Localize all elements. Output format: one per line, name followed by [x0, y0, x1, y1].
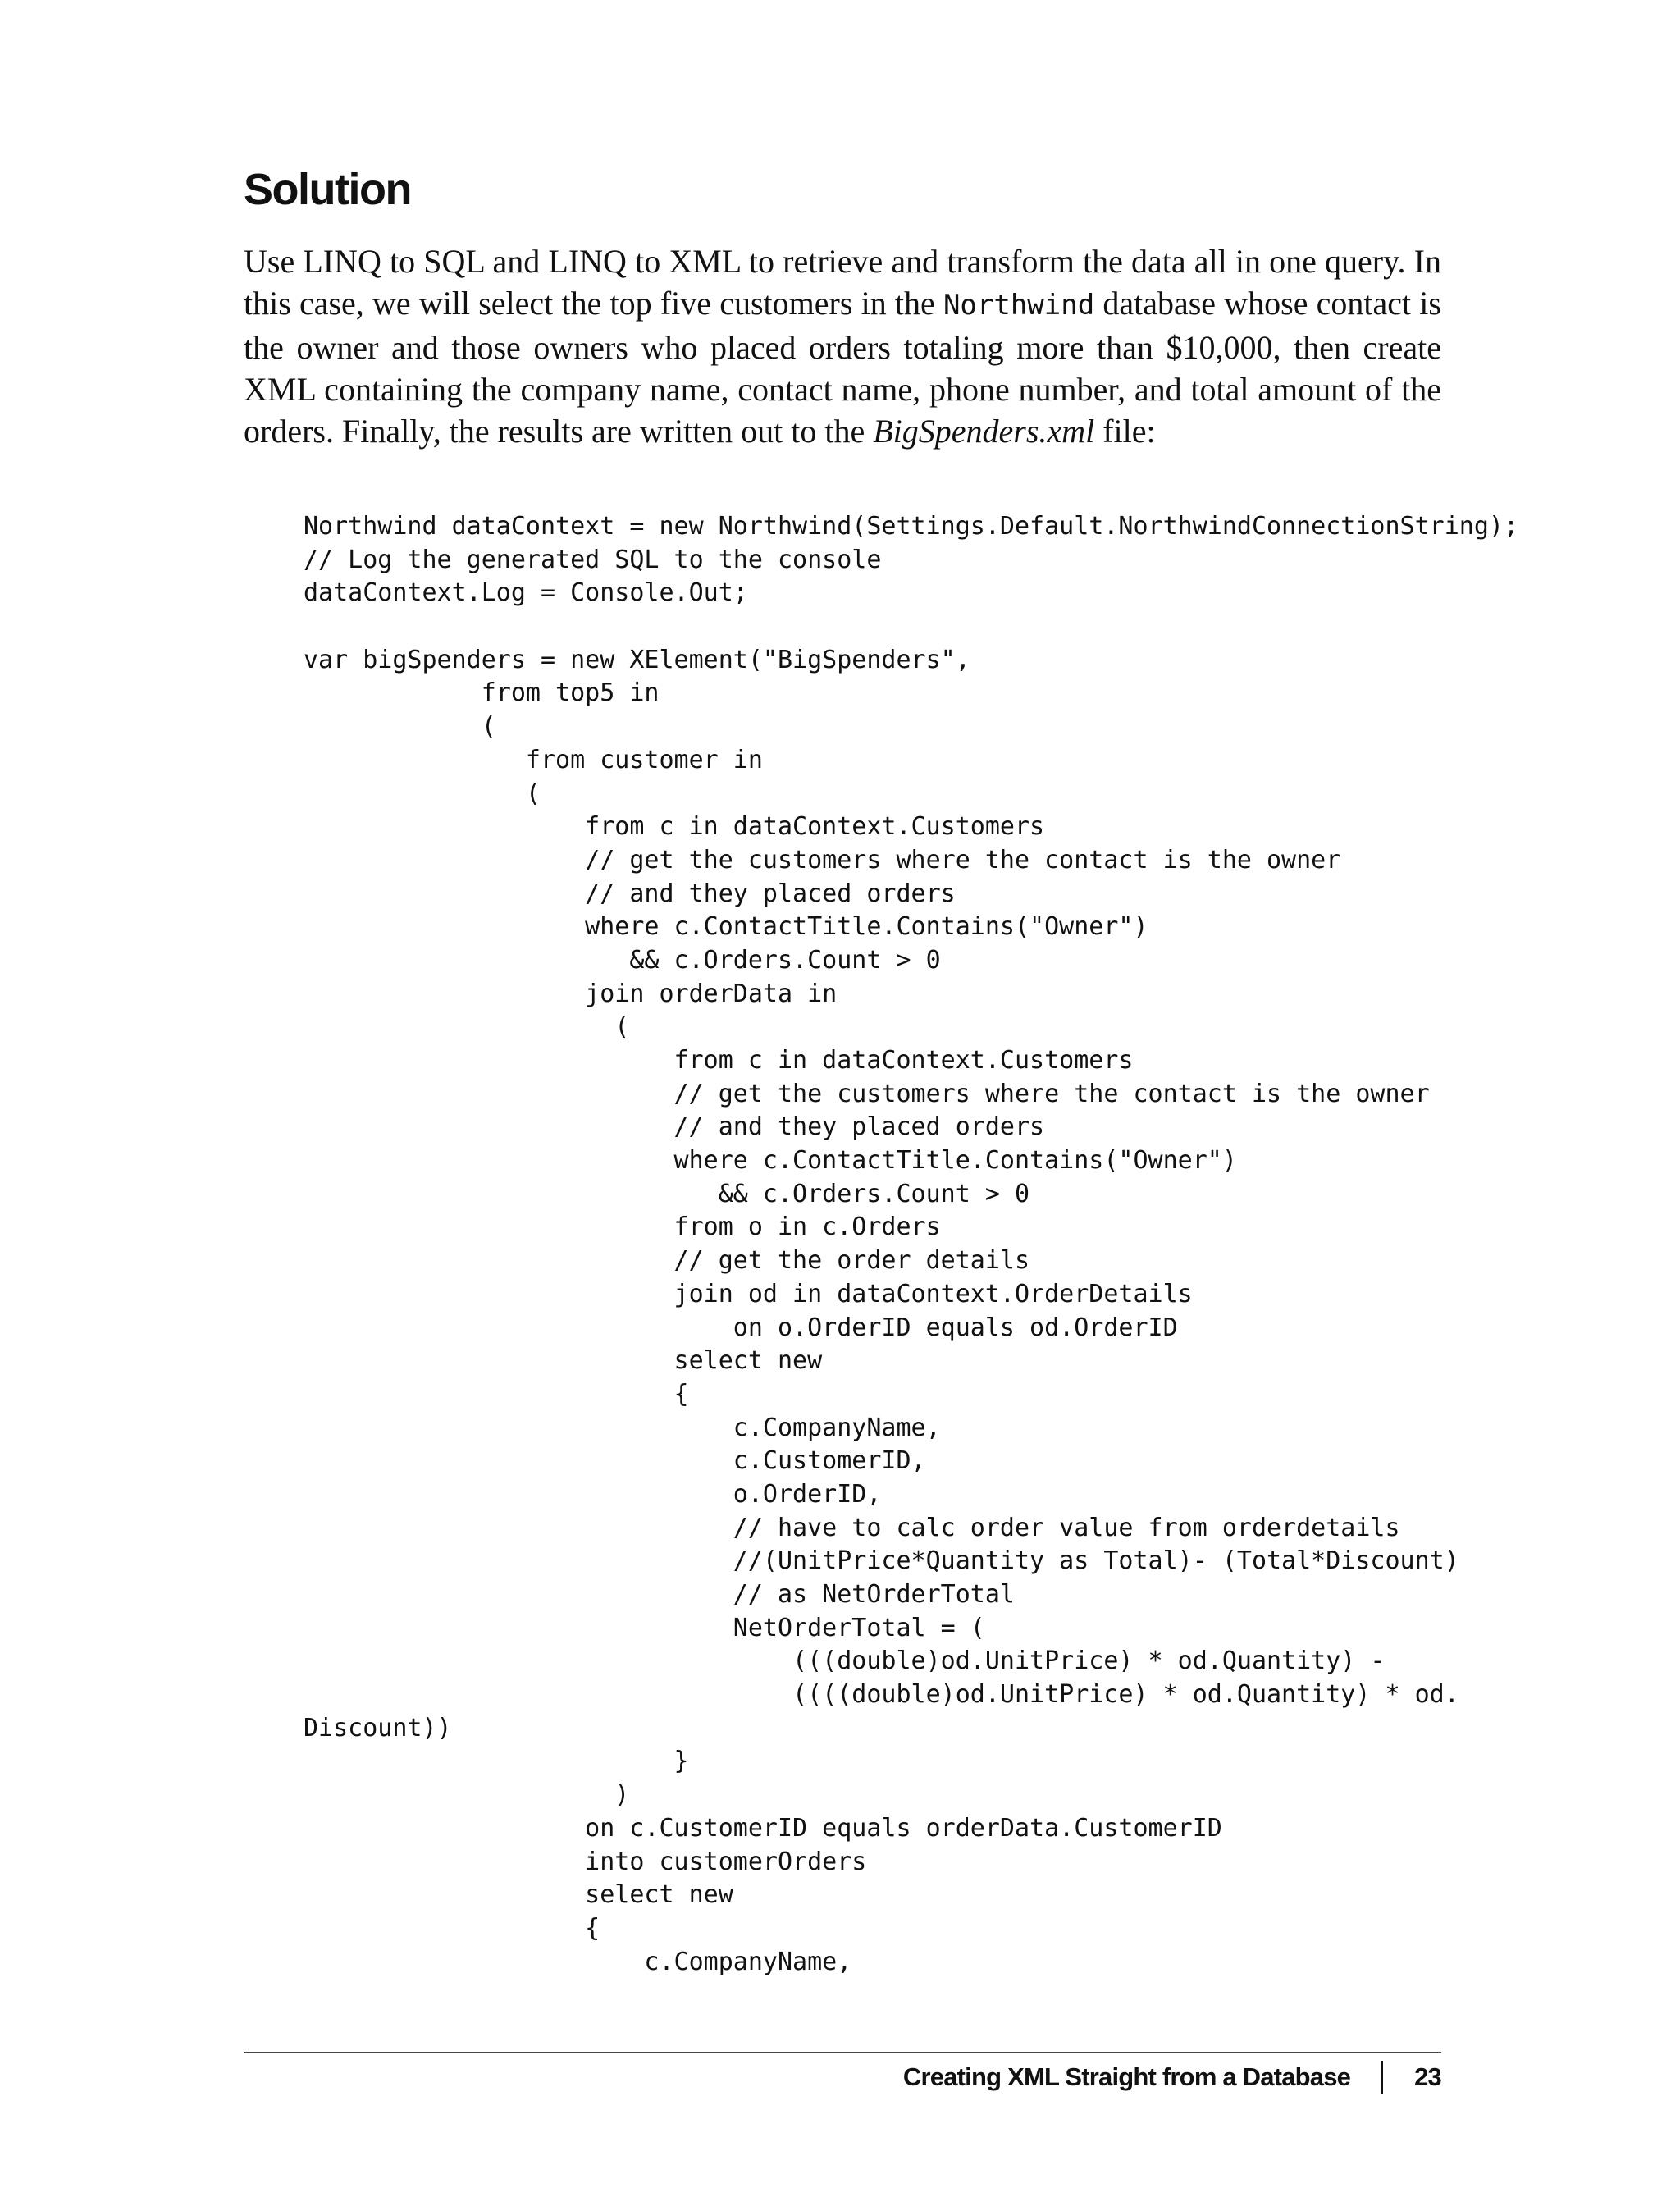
code-listing — [304, 510, 1518, 1979]
code-line: dataContext.Log = Console.Out; — [304, 578, 748, 608]
intro-text-end: file: — [1094, 413, 1156, 450]
code-line: { — [304, 1379, 689, 1409]
code-line: ( — [304, 712, 496, 742]
footer-separator — [1381, 2061, 1383, 2094]
code-line: // Log the generated SQL to the console — [304, 545, 882, 574]
code-line: { — [304, 1913, 600, 1943]
code-line: && c.Orders.Count > 0 — [304, 1179, 1030, 1208]
code-line: select new — [304, 1346, 823, 1376]
code-line: into customerOrders — [304, 1847, 867, 1876]
code-line: Discount)) — [304, 1713, 452, 1742]
code-line: join orderData in — [304, 979, 838, 1008]
code-line: // and they placed orders — [304, 1112, 1045, 1142]
code-line: // and they placed orders — [304, 879, 956, 908]
code-line: } — [304, 1747, 689, 1776]
code-line: on c.CustomerID equals orderData.CustomerID — [304, 1813, 1222, 1843]
code-line: from o in c.Orders — [304, 1213, 941, 1242]
code-line: // get the order details — [304, 1246, 1030, 1276]
section-heading: Solution — [244, 165, 411, 214]
code-line: where c.ContactTitle.Contains("Owner") — [304, 1146, 1237, 1176]
intro-text-start: Use LINQ to SQL and LINQ to XML to retrieve and transform the data all in one query. In this case, we will select the top five customers in the — [244, 243, 1441, 322]
code-line: ( — [304, 779, 541, 808]
code-line: NetOrderTotal = ( — [304, 1613, 985, 1642]
code-line: // get the customers where the contact is the owner — [304, 1079, 1430, 1108]
code-line: ((((double)od.UnitPrice) * od.Quantity) * od. — [304, 1680, 1459, 1710]
page-number: 23 — [1414, 2062, 1441, 2091]
code-line: ) — [304, 1780, 630, 1810]
footer-section-title: Creating XML Straight from a Database — [902, 2062, 1351, 2091]
code-line: from c in dataContext.Customers — [304, 1046, 1134, 1075]
code-line: where c.ContactTitle.Contains("Owner") — [304, 912, 1148, 942]
code-line: from top5 in — [304, 678, 660, 708]
inline-code-northwind: Northwind — [943, 289, 1095, 322]
footer-divider — [244, 2052, 1441, 2053]
code-line: Northwind dataContext = new Northwind(Settings.Default.NorthwindConnectionString); — [304, 512, 1519, 541]
intro-text-middle: database whose contact is the owner and those owners who placed orders totaling more than $10,000, then create XML containing the company name, contact name, phone number, and total amount of the orders. Finally, the results are written out to the — [244, 285, 1441, 450]
code-line: && c.Orders.Count > 0 — [304, 945, 941, 975]
code-line: c.CompanyName, — [304, 1413, 941, 1442]
code-line: on o.OrderID equals od.OrderID — [304, 1313, 1178, 1342]
code-line: ( — [304, 1012, 630, 1042]
code-line: from c in dataContext.Customers — [304, 812, 1045, 842]
intro-paragraph — [244, 240, 1441, 452]
code-line: //(UnitPrice*Quantity as Total)- (Total*Discount) — [304, 1546, 1459, 1576]
code-line: c.CompanyName, — [304, 1947, 852, 1976]
code-line: // as NetOrderTotal — [304, 1580, 1015, 1609]
code-line: join od in dataContext.OrderDetails — [304, 1279, 1193, 1309]
code-line: (((double)od.UnitPrice) * od.Quantity) - — [304, 1647, 1386, 1676]
code-line — [304, 610, 1518, 644]
code-line: var bigSpenders = new XElement("BigSpenders", — [304, 645, 970, 674]
code-line: c.CustomerID, — [304, 1446, 926, 1476]
code-line: from customer in — [304, 745, 763, 774]
code-line: o.OrderID, — [304, 1479, 882, 1509]
page-footer — [903, 2059, 1441, 2095]
code-line: select new — [304, 1880, 733, 1910]
file-name: BigSpenders.xml — [873, 413, 1095, 450]
code-line: // have to calc order value from orderdetails — [304, 1513, 1400, 1542]
code-line: // get the customers where the contact is the owner — [304, 845, 1341, 875]
